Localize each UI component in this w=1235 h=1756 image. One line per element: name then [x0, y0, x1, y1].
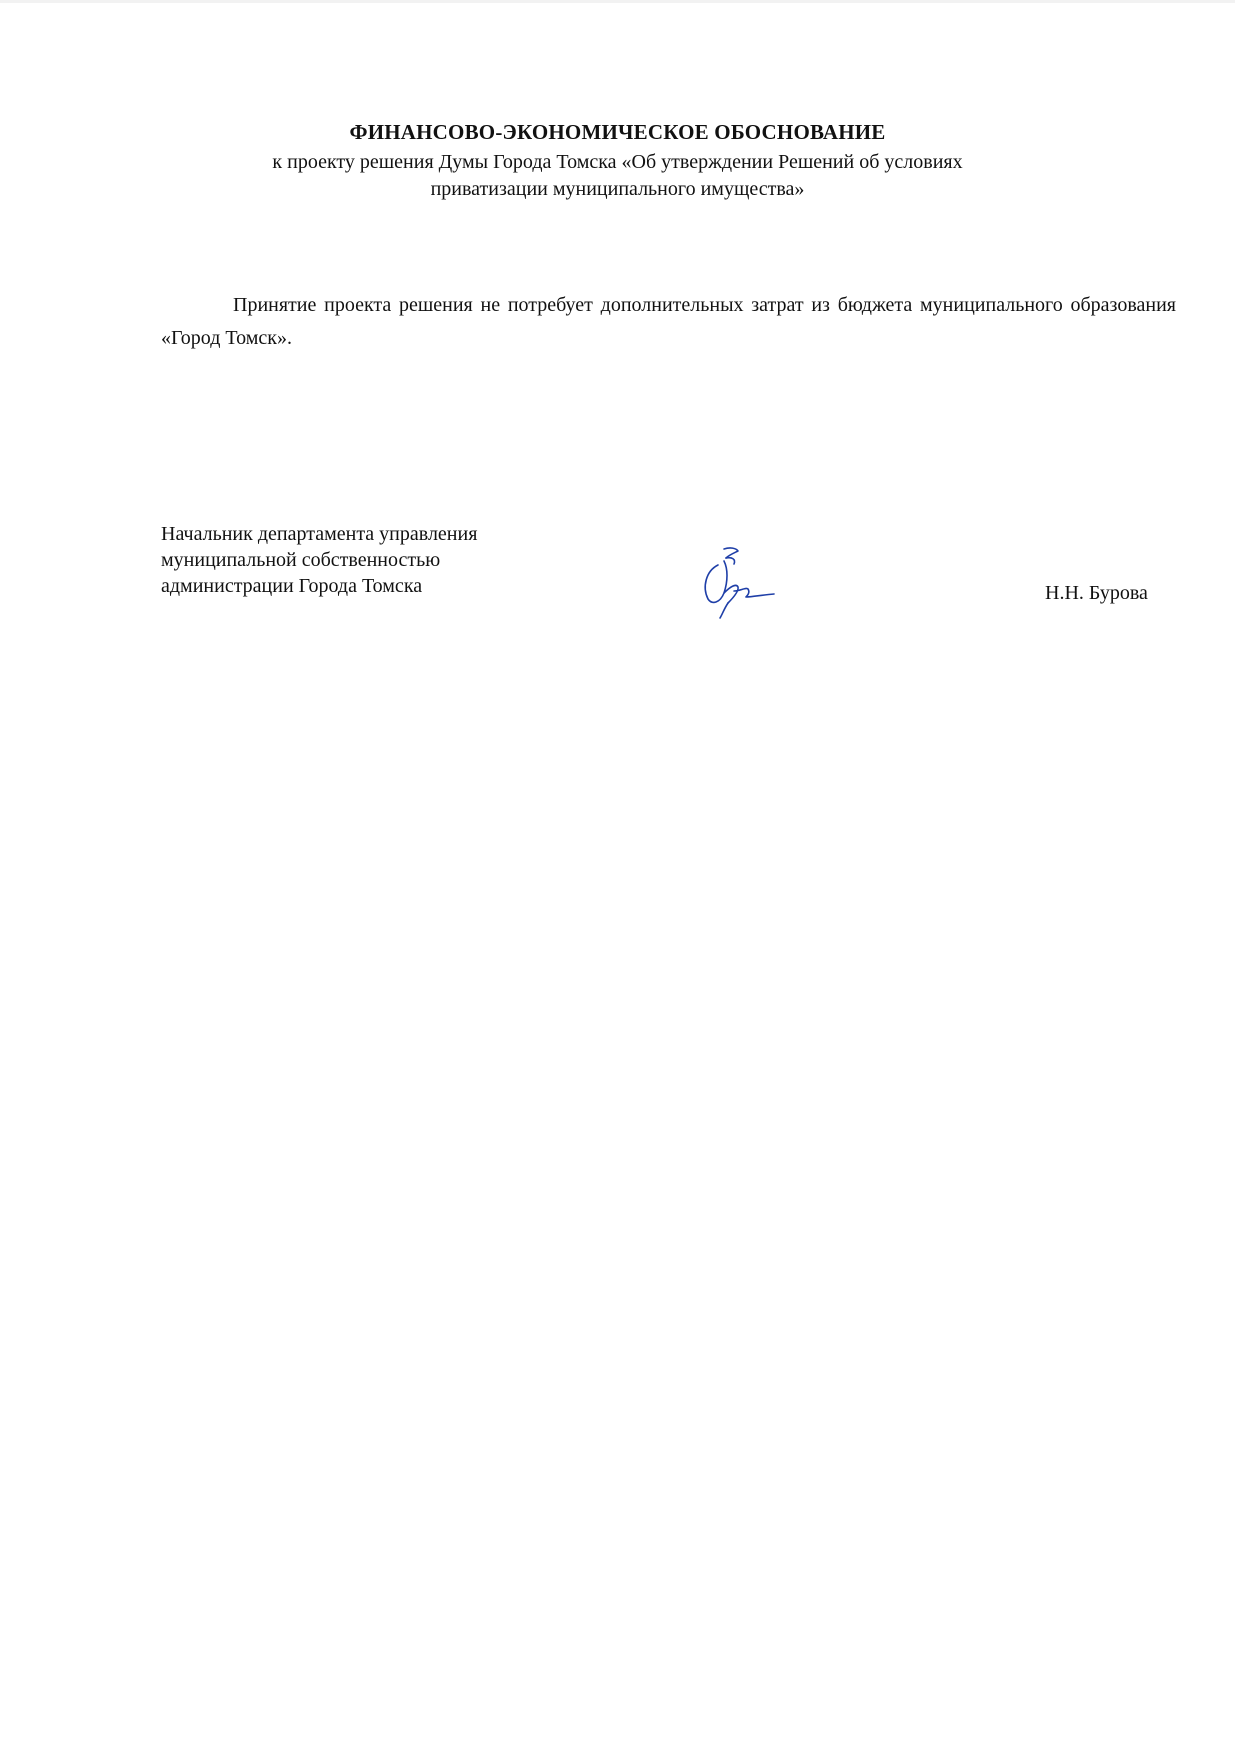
signatory-position: [161, 521, 477, 599]
scan-edge: [0, 0, 1235, 3]
subtitle-line-2: приватизации муниципального имущества»: [430, 178, 805, 200]
handwritten-signature: [698, 545, 778, 620]
document-subtitle: [200, 149, 1035, 203]
position-line-3: администрации Города Томска: [161, 575, 423, 597]
position-line-1: Начальник департамента управления: [161, 523, 478, 545]
position-line-2: муниципальной собственностью: [161, 549, 441, 571]
document-title: ФИНАНСОВО-ЭКОНОМИЧЕСКОЕ ОБОСНОВАНИЕ: [349, 120, 886, 144]
signatory-name: Н.Н. Бурова: [1045, 582, 1148, 604]
body-paragraph: Принятие проекта решения не потребует дополнительных затрат из бюджета муниципального образования «Город Томск».: [161, 294, 1176, 349]
subtitle-line-1: к проекту решения Думы Города Томска «Об утверждении Решений об условиях: [272, 151, 963, 173]
